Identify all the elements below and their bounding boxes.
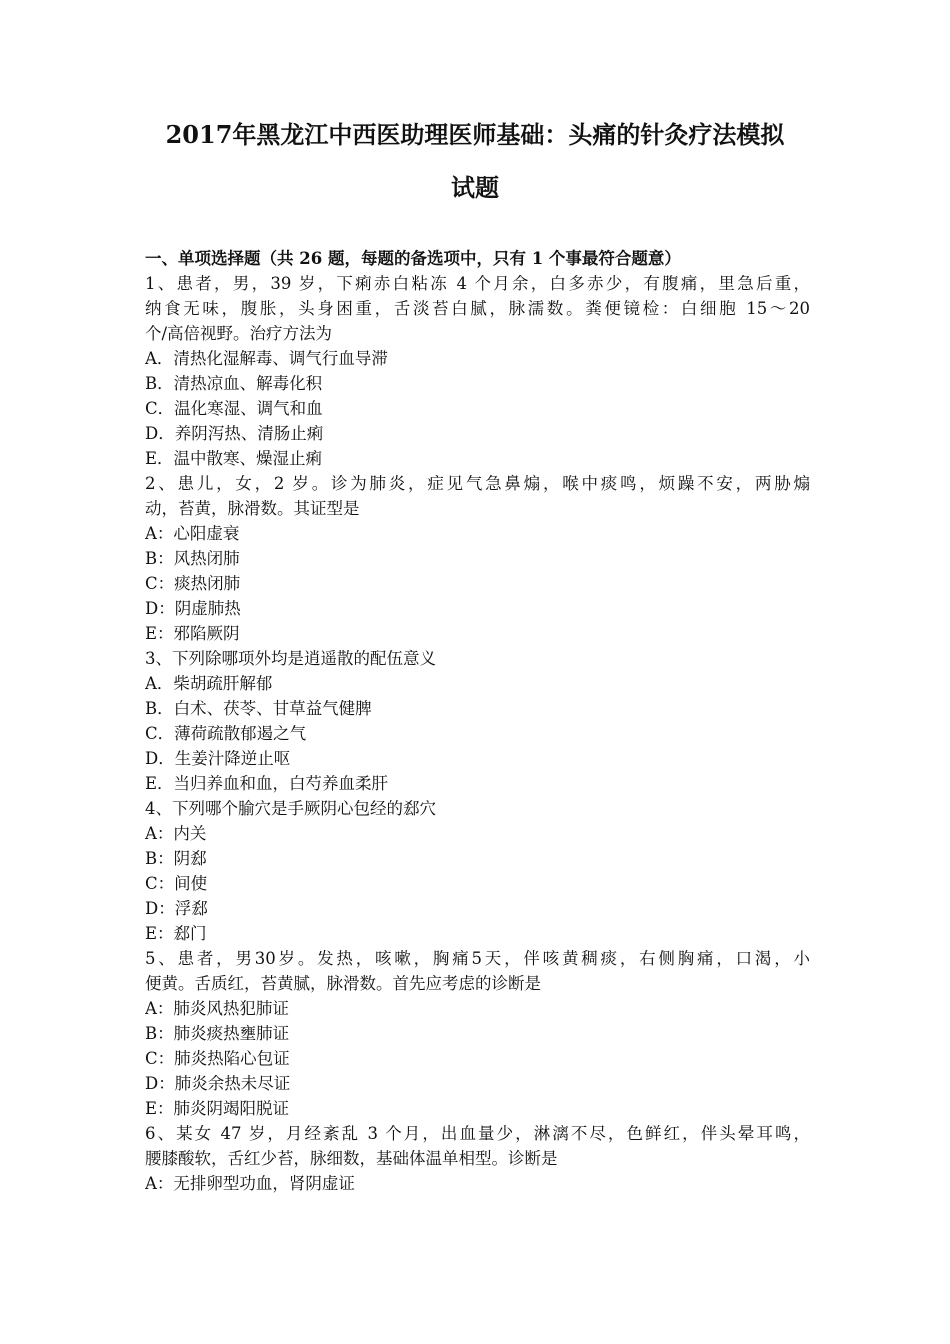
answer-option: E：郄门 <box>145 924 207 943</box>
answer-option: B．清热凉血、解毒化积 <box>145 374 323 393</box>
question-stem-line: 4、下列哪个腧穴是手厥阴心包经的郄穴 <box>145 799 436 818</box>
question-stem-line: 6、某女 47 岁，月经紊乱 3 个月，出血量少，淋漓不尽，色鲜红，伴头晕耳鸣， <box>145 1124 810 1143</box>
question-1 <box>145 271 810 471</box>
answer-option: D．生姜汁降逆止呕 <box>145 749 291 768</box>
answer-option: B：阴郄 <box>145 849 207 868</box>
question-stem-line: 纳食无味，腹胀，头身困重，舌淡苔白腻，脉濡数。粪便镜检：白细胞 15～20 <box>145 299 810 318</box>
answer-option: C：痰热闭肺 <box>145 574 241 593</box>
answer-option: B．白术、茯苓、甘草益气健脾 <box>145 699 372 718</box>
question-2 <box>145 471 810 646</box>
answer-option: E．当归养血和血，白芍养血柔肝 <box>145 774 389 793</box>
answer-option: C：间使 <box>145 874 208 893</box>
answer-option: A：心阳虚衰 <box>145 524 240 543</box>
answer-option: E．温中散寒、燥湿止痢 <box>145 449 323 468</box>
question-6 <box>145 1121 810 1196</box>
answer-option: A：肺炎风热犯肺证 <box>145 999 289 1018</box>
answer-option: B：肺炎痰热壅肺证 <box>145 1024 290 1043</box>
answer-option: A．清热化湿解毒、调气行血导滞 <box>145 349 388 368</box>
question-stem-line: 动，苔黄，脉滑数。其证型是 <box>145 499 360 518</box>
document-title-line-2: 试题 <box>451 173 499 202</box>
question-5 <box>145 946 810 1121</box>
answer-option: A：无排卵型功血，肾阴虚证 <box>145 1174 355 1193</box>
question-stem-line: 腰膝酸软，舌红少苔，脉细数，基础体温单相型。诊断是 <box>145 1149 558 1168</box>
answer-option: E：肺炎阴竭阳脱证 <box>145 1099 290 1118</box>
answer-option: D：阴虚肺热 <box>145 599 241 618</box>
answer-option: A：内关 <box>145 824 207 843</box>
section-header: 一、单项选择题（共 26 题，每题的备选项中，只有 1 个事最符合题意） <box>145 249 681 268</box>
answer-option: C．薄荷疏散郁遏之气 <box>145 724 307 743</box>
answer-option: C：肺炎热陷心包证 <box>145 1049 290 1068</box>
question-stem-line: 便黄。舌质红，苔黄腻，脉滑数。首先应考虑的诊断是 <box>145 974 541 993</box>
question-4 <box>145 796 810 946</box>
answer-option: A．柴胡疏肝解郁 <box>145 674 273 693</box>
answer-option: D：浮郄 <box>145 899 208 918</box>
answer-option: E：邪陷厥阴 <box>145 624 240 643</box>
document-body <box>145 246 810 1196</box>
answer-option: D：肺炎余热未尽证 <box>145 1074 291 1093</box>
question-3 <box>145 646 810 796</box>
question-stem-line: 1、患者，男，39 岁，下痢赤白粘冻 4 个月余，白多赤少，有腹痛，里急后重， <box>145 274 810 293</box>
answer-option: B：风热闭肺 <box>145 549 240 568</box>
question-stem-line: 3、下列除哪项外均是逍遥散的配伍意义 <box>145 649 436 668</box>
question-stem-line: 个/高倍视野。治疗方法为 <box>145 324 333 343</box>
question-stem-line: 2、患儿，女，2 岁。诊为肺炎，症见气急鼻煽，喉中痰鸣，烦躁不安，两胁煽 <box>145 474 810 493</box>
document-title-line-1: 2017年黑龙江中西医助理医师基础：头痛的针灸疗法模拟 <box>165 120 785 149</box>
answer-option: C．温化寒湿、调气和血 <box>145 399 323 418</box>
question-stem-line: 5、患者，男30岁。发热，咳嗽，胸痛5天，伴咳黄稠痰，右侧胸痛，口渴，小 <box>145 949 810 968</box>
answer-option: D．养阴泻热、清肠止痢 <box>145 424 324 443</box>
